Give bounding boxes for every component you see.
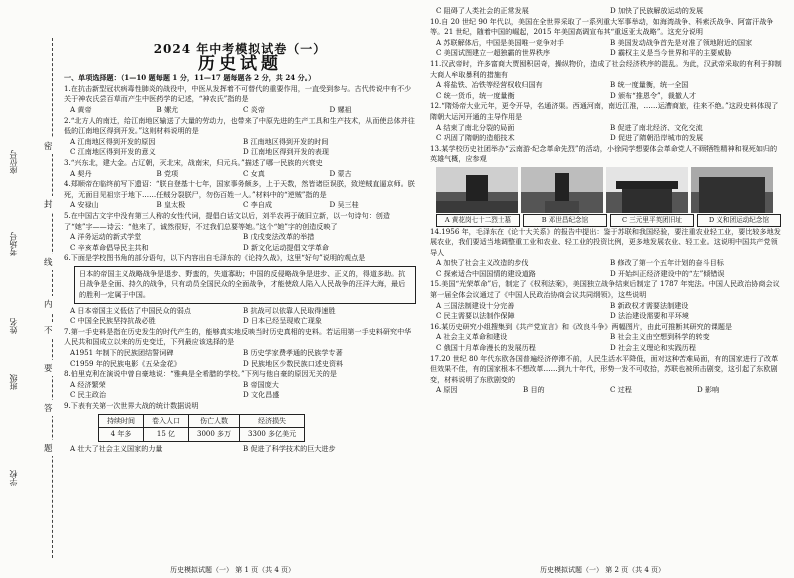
table-header: 经济损失: [240, 414, 305, 428]
option: D 加快了民族解放运动的发展: [610, 6, 704, 15]
option: B 历史学家费孝通的民族学专著: [243, 348, 343, 358]
question-4: 4.郑顺帝在临终前写下遗诏：“朕自登基十七年，国家事务颇多，上于天数，然皆诸臣误朕，致逆贼直逼京师。朕死，无面目见祖宗于地下……任贼分裂朕尸，勿伤百姓一人。”材料中的“逆贼”指的是: [64, 179, 415, 199]
option: C1959 年的民族电影《五朵金花》: [70, 358, 181, 368]
photo-statue: [521, 167, 603, 213]
option: B 江南地区得到开发的时间: [243, 136, 329, 146]
question-2: 2.“北方人的南迁，给江南地区输送了大量的劳动力，也带来了中原先进的生产工具和生产技术，从而使总体并往低的江南地区得到开发。”这则材料说明的是: [64, 115, 415, 136]
right-column: [430, 6, 784, 396]
option: C 辛亥革命倡导民主共和: [70, 242, 149, 252]
options-5: [64, 232, 416, 253]
photo-captions: [436, 214, 784, 227]
photo-temple: [606, 167, 688, 213]
question-17: 17.20 世纪 80 年代东欧各国普遍经济停滞不前，人民生活水平降低，面对这种苦难局面，有的国家进行了改革但效果不佳，有的国家根本不想改革……到九十年代，形势一发不可收拾，苏联也被所击剧变，这引起了东欧剧变，材料说明了东欧剧变的: [430, 353, 779, 384]
exam-no-label: 考场号: [9, 232, 18, 256]
option: B 修改了第一个五年计划的奋斗目标: [610, 258, 724, 268]
seal-char: 密: [44, 138, 53, 154]
question-16: 16.某历史研究小组搜集到《共产党宣言》和《改良斗争》两幅图片，由此可推断其研究的课题是: [430, 321, 733, 331]
options-7: [64, 348, 416, 369]
option: A1951 年制下的民族团结誓词碑: [70, 348, 174, 358]
options-11: [430, 80, 784, 101]
question-8: 8.伯里克利在演说中曾自豪地说：“雅典是全希腊的学校。”下列与他自豪的原因无关的是: [64, 369, 337, 379]
option: D 嫘祖: [329, 104, 352, 114]
question-15: 15.美国“光荣革命”后，制定了《权利法案》，美国独立战争结束后制定了 1787 年宪法。中国人民政治协商会议第一届全体会议通过了《中国人民政治协商会议共同纲领》，这些说明: [430, 279, 780, 300]
options-6: [64, 306, 416, 327]
option: B 促进了南北经济、文化交流: [610, 122, 703, 132]
option: B 统一度量衡，统一全国: [610, 80, 689, 90]
photo-caption: B 邓世昌纪念馆: [523, 214, 607, 227]
class-label: 班级: [9, 374, 18, 390]
question-1: 1.在抗击新型冠状病毒性肺炎的战役中，中医从发挥着不可替代的重要作用，一直受到参与。古代传说中有不少关于神农氏尝百草而产生中医药学的记述，“神农氏”指的是: [64, 83, 412, 104]
options-8: [64, 380, 416, 401]
option: D 影响: [697, 385, 720, 395]
option: A 结束了南北分裂的局面: [436, 122, 515, 132]
option: B 新政权才需要法制建设: [610, 300, 689, 310]
quote-box: 日本的帝国主义战略战争是退步、野蛮的，失道寡助；中国的反侵略战争是进步、正义的，得道多助。抗日战争是全面、持久的战争，只有动员全国民众的全面战争，才能使敌人陷入人民战争的汪洋大海，最后的胜利一定属于中国。: [74, 266, 416, 304]
table-header-row: [99, 414, 305, 428]
option: B 党项: [156, 168, 179, 178]
option: B 社会主义由空想到科学的转变: [610, 332, 710, 342]
option: A 安禄山: [70, 200, 99, 210]
option: A 三国法制建设十分完善: [436, 300, 515, 310]
option: A 江南地区得到开发的原因: [70, 136, 156, 146]
photo-memorial: [436, 167, 518, 213]
option: C 江南地区得到开发的意义: [70, 147, 156, 157]
seal-char: 题: [44, 440, 53, 456]
option: B 皇太极: [156, 200, 186, 210]
option: D 新文化运动提倡文学革命: [243, 242, 329, 252]
table-row: [99, 428, 305, 442]
seal-char: 内: [44, 296, 53, 312]
options-10: [430, 38, 784, 59]
option: C 巩固了隋朝的造船技术: [436, 133, 515, 143]
question-5: 5.在中国古文字中没有第三人称的女性代词，提倡白话文以后，刘半农再于破旧立新，以一句诗句：创造了“她”字——诗云：“他来了，诚然很好，不过我们总要等她。”这个“她”字的创造反映了: [64, 210, 390, 231]
option: D 社会主义理论和实践历程: [610, 343, 696, 353]
option: B 目的: [523, 385, 545, 395]
binding-margin: [0, 0, 62, 578]
question-10: 10.自 20 世纪 90 年代以，美国在全世界采取了一系列重大军事举动，如海湾战争、科索沃战争、阿富汗战争等。21 世纪，随着中国的崛起，2015 年美国高调宣布其“重返亚太战略”。这充分说明: [430, 16, 774, 37]
photo-row: [436, 167, 784, 213]
seat-label: 座位号: [9, 150, 18, 174]
option: B 帝国庞大: [243, 379, 279, 389]
seal-char: 答: [44, 400, 53, 416]
option: A 苏联解体后，中国是美国唯一竞争对手: [436, 37, 564, 47]
option: B 美国发动战争首先是对准了领地附近的国家: [610, 37, 753, 47]
page-footer-1: 历史模拟试题（一） 第 1 页（共 4 页）: [170, 566, 296, 574]
table-cell: 3300 多亿美元: [240, 428, 305, 442]
question-14: 14.1956 年，毛泽东在《论十大关系》的报告中提出：鉴于苏联和我国经验，要注重农业轻工业，要比较多地发展农业，我们要适当地调整重工业和农业、轻工业的投资比例，更多地发展农业、轻工业。这说明中国共产党领导人: [430, 226, 781, 257]
photo-sculpture: [691, 167, 773, 213]
option: C 女真: [243, 168, 265, 178]
subject-title: 历史试题: [198, 53, 282, 74]
options-9: [64, 444, 416, 455]
school-label: 学校: [9, 470, 18, 486]
seal-char: 线: [44, 254, 53, 270]
option: D 吴三桂: [329, 200, 359, 210]
option: C 民主需要以法制作保障: [436, 311, 515, 321]
photo-caption: D 义和团运动纪念馆: [697, 214, 781, 227]
option: C 中国全民族坚持抗战必胜: [70, 316, 156, 326]
option: B 抗战可以依靠人民取得速胜: [243, 305, 336, 315]
options-9-cont: [430, 6, 784, 17]
options-4: [64, 200, 416, 211]
options-16: [430, 332, 784, 353]
option: A 洋务运动的新式学堂: [70, 232, 142, 242]
option: C 探索适合中国国情的建设道路: [436, 268, 536, 278]
seal-char: 不: [44, 322, 53, 338]
seal-char: 封: [44, 196, 53, 212]
option: C 美国试图建立一超独霸的世界秩序: [436, 48, 551, 58]
option: B 促进了科学技术的巨大进步: [243, 443, 336, 453]
option: D 霸权主义是当今世界和平的主要威胁: [610, 48, 732, 58]
option: C 阻碍了人类社会的正常发展: [436, 6, 529, 15]
question-6: 6.下面是学校图书角的部分语句，以下内容出自毛泽东的《论持久战》，这里“好句”说明的观点是: [64, 253, 366, 263]
question-13: 13.某学校历史社团举办“云南游·纪念革命先烈”的活动，小徐同学想要体会革命党人不顾牺牲精神和视死如归的英雄气概，应参观: [430, 143, 778, 164]
options-2: [64, 137, 416, 158]
ww1-stats-table: [98, 414, 305, 442]
option: B 戊戌变法改革的举措: [243, 232, 315, 242]
table-cell: 15 亿: [144, 428, 189, 442]
question-9: 9.下表有关第一次世界大战的统计数据说明: [64, 401, 199, 410]
option: A 将盐铁、冶铁等经营权收归国有: [436, 80, 543, 90]
option: A 原因: [436, 385, 458, 395]
option: D 开始纠正经济建设中的“左”倾错误: [610, 268, 725, 278]
seal-char: 要: [44, 360, 53, 376]
page-footer-2: 历史模拟试题（一） 第 2 页（共 4 页）: [540, 566, 666, 574]
option: A 加快了社会主义改造的步伐: [436, 258, 529, 268]
option: D 促进了隋朝沿岸城市的发展: [610, 133, 704, 143]
table-header: 持续时间: [99, 414, 144, 428]
table-cell: 3000 多万: [189, 428, 240, 442]
option: A 日本帝国主义低估了中国民众的弱点: [70, 305, 191, 315]
table-cell: 4 年多: [99, 428, 144, 442]
option: A 黄帝: [70, 104, 92, 114]
left-column: [64, 6, 416, 454]
option: C 俄国十月革命漫长的发展历程: [436, 343, 536, 353]
option: C 李自成: [243, 200, 272, 210]
options-3: [64, 169, 416, 180]
option: C 统一货币，统一度量衡: [436, 90, 515, 100]
option: A 社会主义革命和建设: [436, 332, 508, 342]
table-header: 伤亡人数: [189, 414, 240, 428]
options-14: [430, 258, 784, 279]
question-7: 7.第一手史料是指在历史发生的时代产生的，能够真实地反映当时历史真相的史料。若运用第一手史料研究中华人民共和国成立以来的历史变迁，下列最应该选择的是: [64, 326, 412, 347]
question-11: 11.汉武帝时，许多富商大贾囤积居奇，操纵物价，造成了社会经济秩序的混乱。为此，汉武帝采取的有利于抑制大商人牟取暴利的措施有: [430, 58, 782, 79]
option: D 江南地区得到开发的表现: [243, 147, 329, 157]
option: C 炎帝: [243, 104, 265, 114]
question-3: 3.“兴东北，建大金。占辽朝，灭北宋，战南宋，归元兵。”描述了哪一民族的兴衰史: [64, 157, 323, 167]
option: A 壮大了社会主义国家的力量: [70, 443, 163, 453]
option: D 蒙古: [329, 168, 352, 178]
name-label: 姓名: [9, 318, 18, 334]
option: D 日本已经呈现败亡现象: [243, 316, 322, 326]
options-15: [430, 301, 784, 322]
exam-title: 2024 年中考模拟试卷（一）: [153, 42, 327, 56]
option: A 经济繁荣: [70, 379, 106, 389]
option: B 嫘尤: [156, 104, 179, 114]
option: C 民主政治: [70, 390, 107, 400]
options-12: [430, 123, 784, 144]
table-header: 卷入人口: [144, 414, 189, 428]
option: D 颁布“推恩令”，裁撤人才: [610, 90, 697, 100]
section-heading: 一、单项选择题：（1—10 题每题 1 分，11—17 题每题各 2 分，共 24 分。）: [64, 73, 316, 83]
option: D 法治建设需要和平环境: [610, 311, 689, 321]
option: D 民族地区少数民族口述史资料: [243, 358, 344, 368]
options-17: [430, 385, 784, 396]
options-1: [64, 105, 416, 116]
option: A 契丹: [70, 168, 92, 178]
option: C 过程: [610, 385, 632, 395]
option: D 文化昌盛: [243, 390, 280, 400]
photo-caption: A 黄花岗七十二烈士墓: [436, 214, 520, 227]
photo-caption: C 三元里平英团旧址: [610, 214, 694, 227]
question-12: 12.“隋炀帝大业元年，更令开导，名通济渠。西通河南，南近江淮，……运漕商旅，往来不绝。”这段史料体现了隋朝大运河开通的主导作用是: [430, 101, 779, 121]
